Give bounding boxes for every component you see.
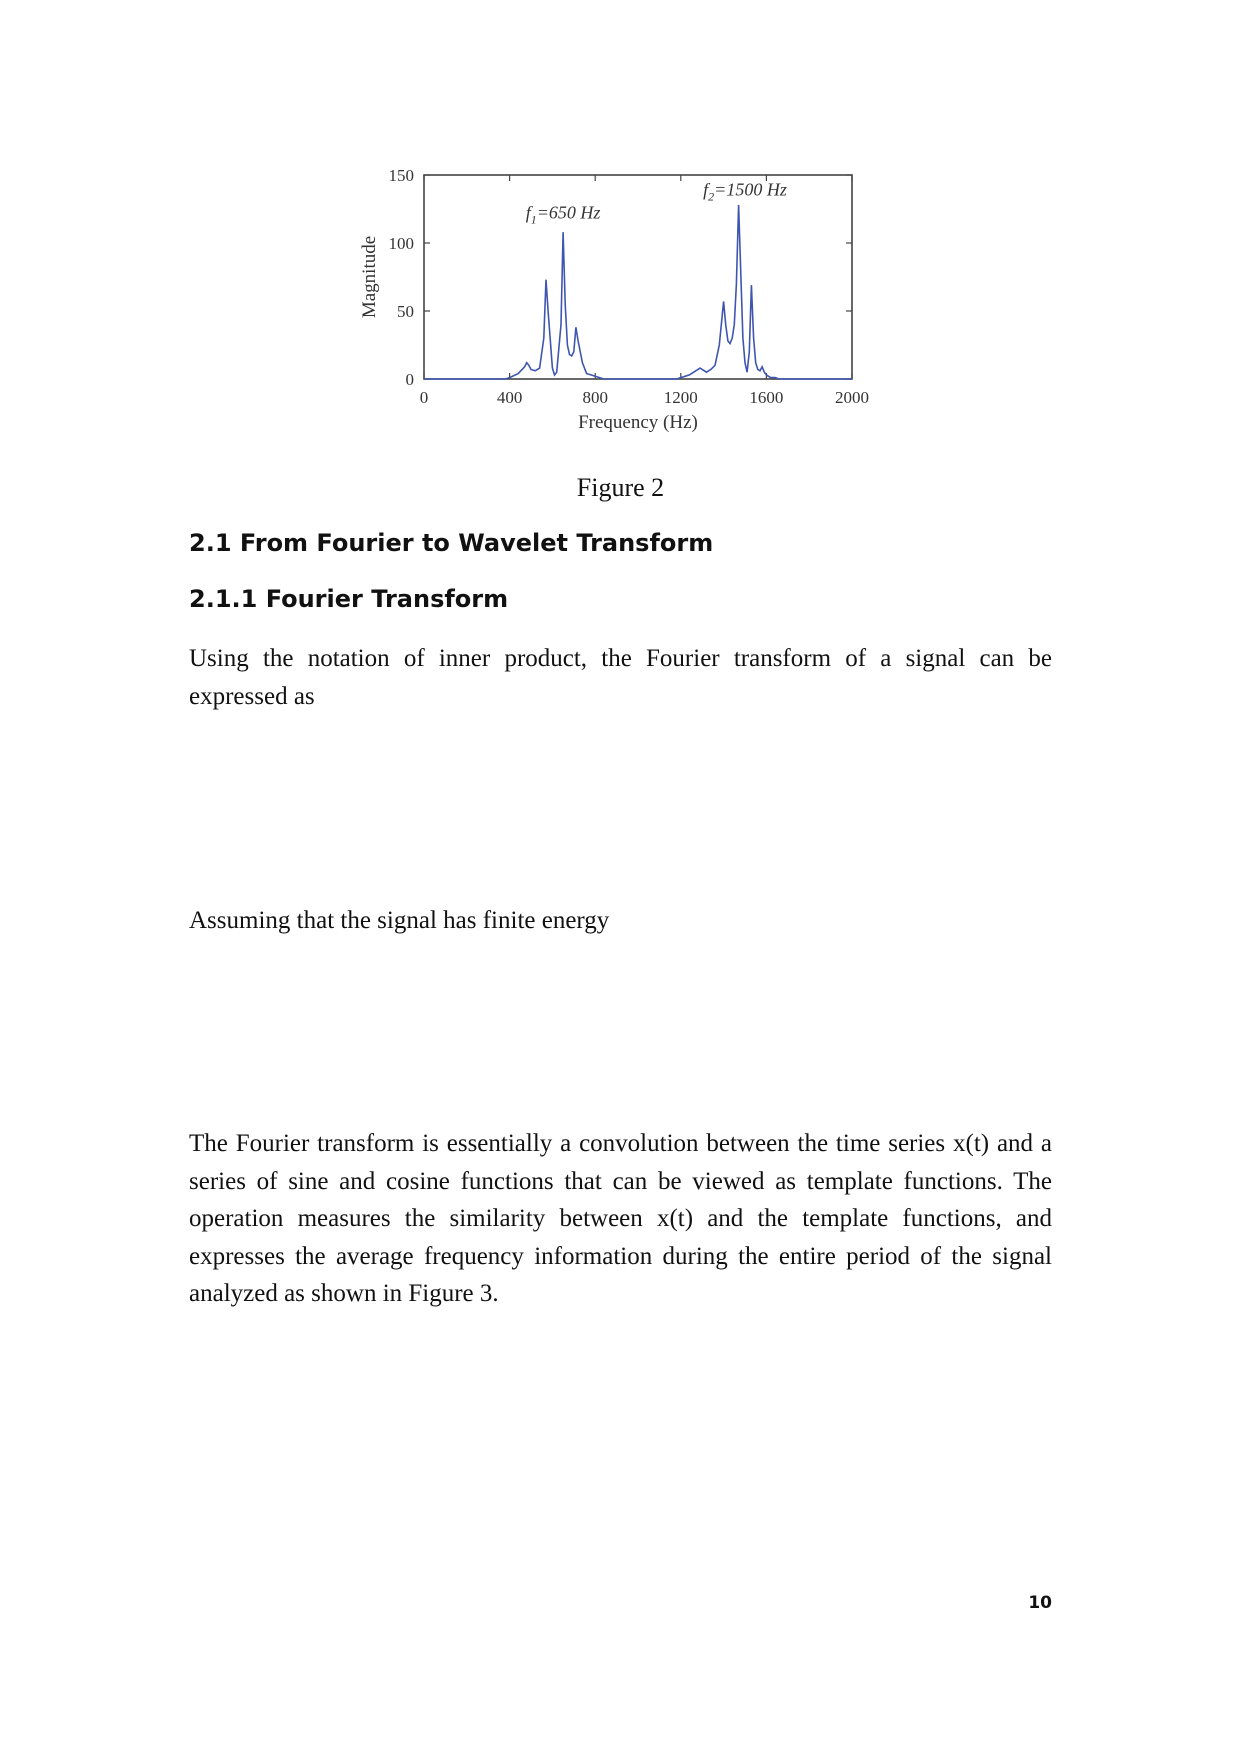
y-axis-label: Magnitude (359, 235, 380, 319)
x-tick-label: 0 (419, 388, 429, 407)
section-heading: 2.1 From Fourier to Wavelet Transform (189, 529, 714, 557)
peak-annotations (526, 179, 787, 226)
x-tick-label: 400 (496, 388, 523, 407)
x-tick-label: 2000 (835, 388, 869, 407)
x-tick-label: 1200 (663, 388, 698, 407)
subsection-heading: 2.1.1 Fourier Transform (189, 585, 509, 613)
figure-caption: Figure 2 (576, 473, 665, 502)
page-number: 10 (1028, 1593, 1052, 1613)
y-tick-label: 0 (405, 370, 414, 389)
series-line (424, 202, 852, 379)
spectrum-chart (352, 160, 912, 450)
x-tick-label: 1600 (749, 388, 784, 407)
x-tick-label: 800 (582, 388, 608, 407)
x-axis-ticks (420, 175, 869, 407)
paragraph-intro: Using the notation of inner product, the Fourier transform of a signal can be expressed as (189, 645, 1052, 710)
y-tick-label: 100 (388, 234, 414, 253)
paragraph-finite-energy: Assuming that the signal has finite energy (189, 907, 610, 934)
y-tick-label: 50 (397, 302, 414, 321)
y-tick-label: 150 (388, 166, 414, 185)
peak-annotation: $f_1=650$ Hz (525, 202, 601, 227)
y-axis-ticks (389, 166, 853, 389)
peak-annotation: $f_2=1500$ Hz (703, 179, 787, 204)
plot-frame (424, 175, 852, 379)
paragraph-convolution: The Fourier transform is essentially a convolution between the time series x(t) and a series of sine and cosine functions that can be viewed as template functions. The operation measures the similarity between x(t) and the template functions, and expresses the average frequency information during the entire period of the signal analyzed as shown in Figure 3. (189, 1130, 1052, 1307)
x-axis-label: Frequency (Hz) (578, 412, 698, 433)
